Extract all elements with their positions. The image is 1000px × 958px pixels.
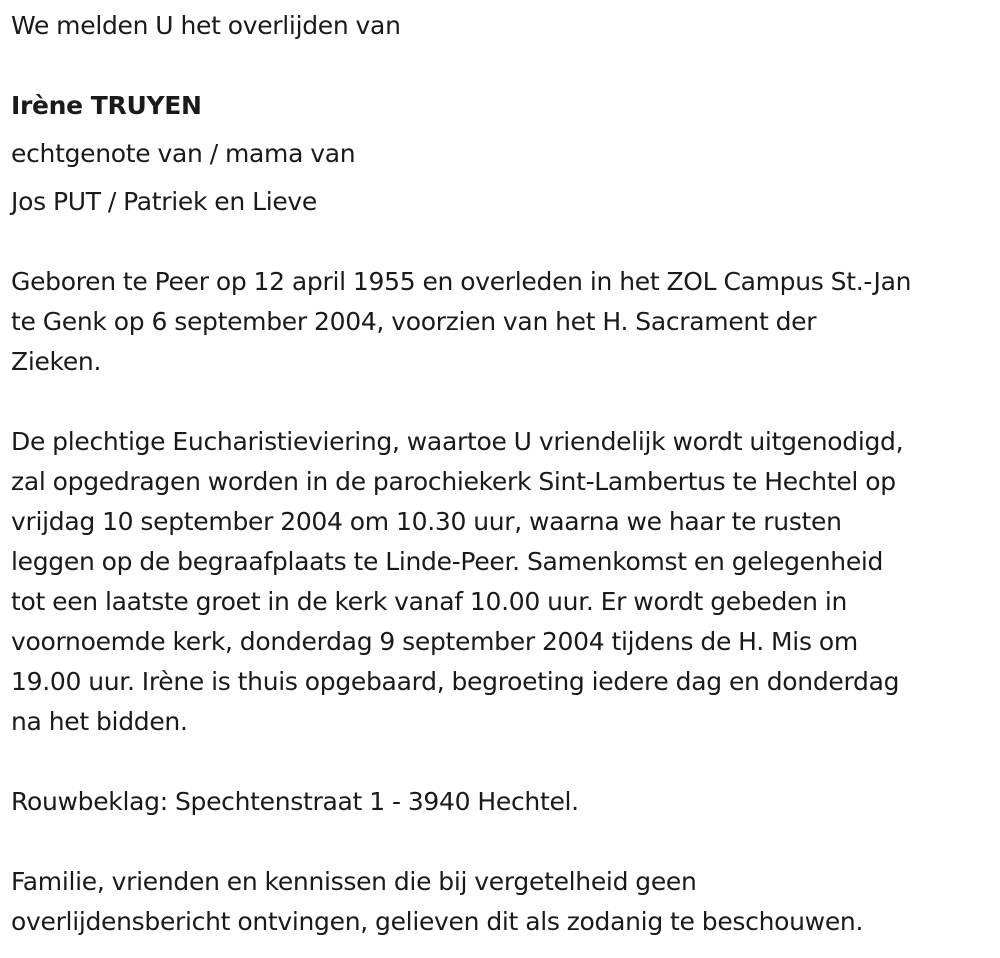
paragraph-line: De plechtige Eucharistieviering, waartoe U vriendelijk wordt uitgenodigd, (11, 427, 904, 456)
condolence-paragraph (11, 782, 579, 822)
paragraph-line: voornoemde kerk, donderdag 9 september 2004 tijdens de H. Mis om (11, 627, 858, 656)
paragraph-line: Zieken. (11, 347, 102, 376)
paragraph-line: leggen op de begraafplaats te Linde-Peer. Samenkomst en gelegenheid (11, 547, 884, 576)
family-names: Jos PUT / Patriek en Lieve (11, 187, 318, 216)
paragraph-line: tot een laatste groet in de kerk vanaf 10.00 uur. Er wordt gebeden in (11, 587, 848, 616)
closing-paragraph (11, 862, 863, 942)
paragraph-line: zal opgedragen worden in de parochiekerk Sint-Lambertus te Hechtel op (11, 467, 896, 496)
relation-text: echtgenote van / mama van (11, 139, 356, 168)
intro-text: We melden U het overlijden van (11, 11, 401, 40)
paragraph-line: Familie, vrienden en kennissen die bij vergetelheid geen (11, 867, 697, 896)
deceased-name: Irène TRUYEN (11, 91, 202, 120)
condolence-address: Rouwbeklag: Spechtenstraat 1 - 3940 Hechtel. (11, 787, 579, 816)
funeral-mass-paragraph (11, 422, 903, 742)
paragraph-line: overlijdensbericht ontvingen, gelieven dit als zodanig te beschouwen. (11, 907, 864, 936)
paragraph-line: te Genk op 6 september 2004, voorzien van het H. Sacrament der (11, 307, 817, 336)
paragraph-line: Geboren te Peer op 12 april 1955 en overleden in het ZOL Campus St.-Jan (11, 267, 912, 296)
paragraph-line: vrijdag 10 september 2004 om 10.30 uur, waarna we haar te rusten (11, 507, 842, 536)
paragraph-line: 19.00 uur. Irène is thuis opgebaard, begroeting iedere dag en donderdag (11, 667, 900, 696)
paragraph-line: na het bidden. (11, 707, 188, 736)
birth-death-paragraph (11, 262, 911, 382)
